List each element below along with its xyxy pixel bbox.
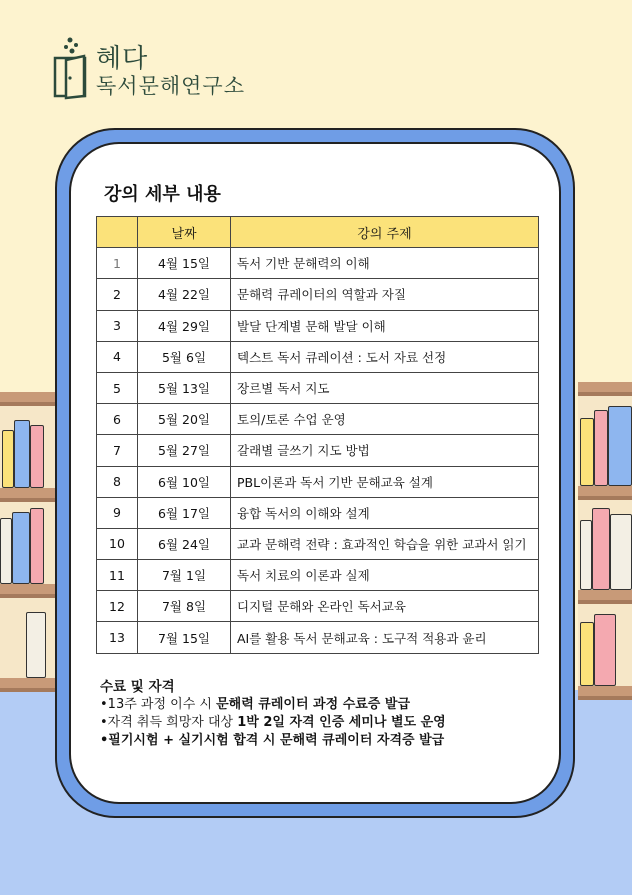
table-row <box>97 248 539 279</box>
brand-logo <box>52 36 246 106</box>
row-number: 5 <box>97 372 138 403</box>
table-row <box>97 560 539 591</box>
row-topic: 독서 기반 문해력의 이해 <box>231 248 539 279</box>
row-number: 6 <box>97 404 138 435</box>
table-row <box>97 372 539 403</box>
row-date: 6월 10일 <box>138 466 231 497</box>
row-topic: 발달 단계별 문해 발달 이해 <box>231 310 539 341</box>
row-number: 3 <box>97 310 138 341</box>
row-topic: PBL이론과 독서 기반 문해교육 설계 <box>231 466 539 497</box>
table-body <box>97 248 539 653</box>
row-date: 7월 15일 <box>138 622 231 653</box>
row-date: 5월 13일 <box>138 372 231 403</box>
lecture-schedule-table <box>96 216 539 654</box>
header-number <box>97 217 138 248</box>
row-number: 8 <box>97 466 138 497</box>
row-date: 4월 22일 <box>138 279 231 310</box>
row-topic: 융합 독서의 이해와 설계 <box>231 497 539 528</box>
row-number: 11 <box>97 560 138 591</box>
row-date: 6월 17일 <box>138 497 231 528</box>
table-row <box>97 528 539 559</box>
certification-section <box>100 678 446 750</box>
row-date: 5월 20일 <box>138 404 231 435</box>
row-number: 12 <box>97 591 138 622</box>
table-row <box>97 279 539 310</box>
row-date: 5월 6일 <box>138 341 231 372</box>
table-row <box>97 622 539 653</box>
row-topic: 토의/토론 수업 운영 <box>231 404 539 435</box>
certification-line-2 <box>100 714 446 732</box>
row-date: 6월 24일 <box>138 528 231 559</box>
table-row <box>97 310 539 341</box>
row-topic: 교과 문해력 전략 : 효과적인 학습을 위한 교과서 읽기 <box>231 528 539 559</box>
certification-line-2-plain: •자격 취득 희망자 대상 <box>100 715 238 730</box>
row-topic: 디지털 문해와 온라인 독서교육 <box>231 591 539 622</box>
brand-name: 혜다 <box>96 44 149 74</box>
table-header-row <box>97 217 539 248</box>
row-date: 5월 27일 <box>138 435 231 466</box>
row-date: 4월 15일 <box>138 248 231 279</box>
row-number: 1 <box>97 248 138 279</box>
row-date: 4월 29일 <box>138 310 231 341</box>
certification-line-1-plain: •13주 과정 이수 시 <box>100 697 217 712</box>
table-row <box>97 466 539 497</box>
row-topic: AI를 활용 독서 문해교육 : 도구적 적용과 윤리 <box>231 622 539 653</box>
row-topic: 문해력 큐레이터의 역할과 자질 <box>231 279 539 310</box>
row-topic: 갈래별 글쓰기 지도 방법 <box>231 435 539 466</box>
certification-line-1-bold: 문해력 큐레이터 과정 수료증 발급 <box>216 697 411 712</box>
table-row <box>97 591 539 622</box>
certification-line-1 <box>100 696 446 714</box>
certification-title: 수료 및 자격 <box>100 679 175 695</box>
certification-line-2-bold: 1박 2일 자격 인증 세미나 별도 운영 <box>237 715 446 730</box>
row-topic: 텍스트 독서 큐레이션 : 도서 자료 선정 <box>231 341 539 372</box>
table-row <box>97 497 539 528</box>
row-topic: 장르별 독서 지도 <box>231 372 539 403</box>
table-row <box>97 341 539 372</box>
row-topic: 독서 치료의 이론과 실제 <box>231 560 539 591</box>
row-number: 7 <box>97 435 138 466</box>
row-number: 13 <box>97 622 138 653</box>
header-date: 날짜 <box>138 217 231 248</box>
table-row <box>97 404 539 435</box>
header-topic: 강의 주제 <box>231 217 539 248</box>
row-date: 7월 1일 <box>138 560 231 591</box>
row-number: 10 <box>97 528 138 559</box>
row-number: 2 <box>97 279 138 310</box>
section-title: 강의 세부 내용 <box>104 184 221 205</box>
row-date: 7월 8일 <box>138 591 231 622</box>
row-number: 9 <box>97 497 138 528</box>
certification-line-3: •필기시험 + 실기시험 합격 시 문해력 큐레이터 자격증 발급 <box>100 733 445 748</box>
brand-subtitle: 독서문해연구소 <box>96 74 246 98</box>
row-number: 4 <box>97 341 138 372</box>
open-door-book-icon <box>52 36 92 100</box>
table-row <box>97 435 539 466</box>
